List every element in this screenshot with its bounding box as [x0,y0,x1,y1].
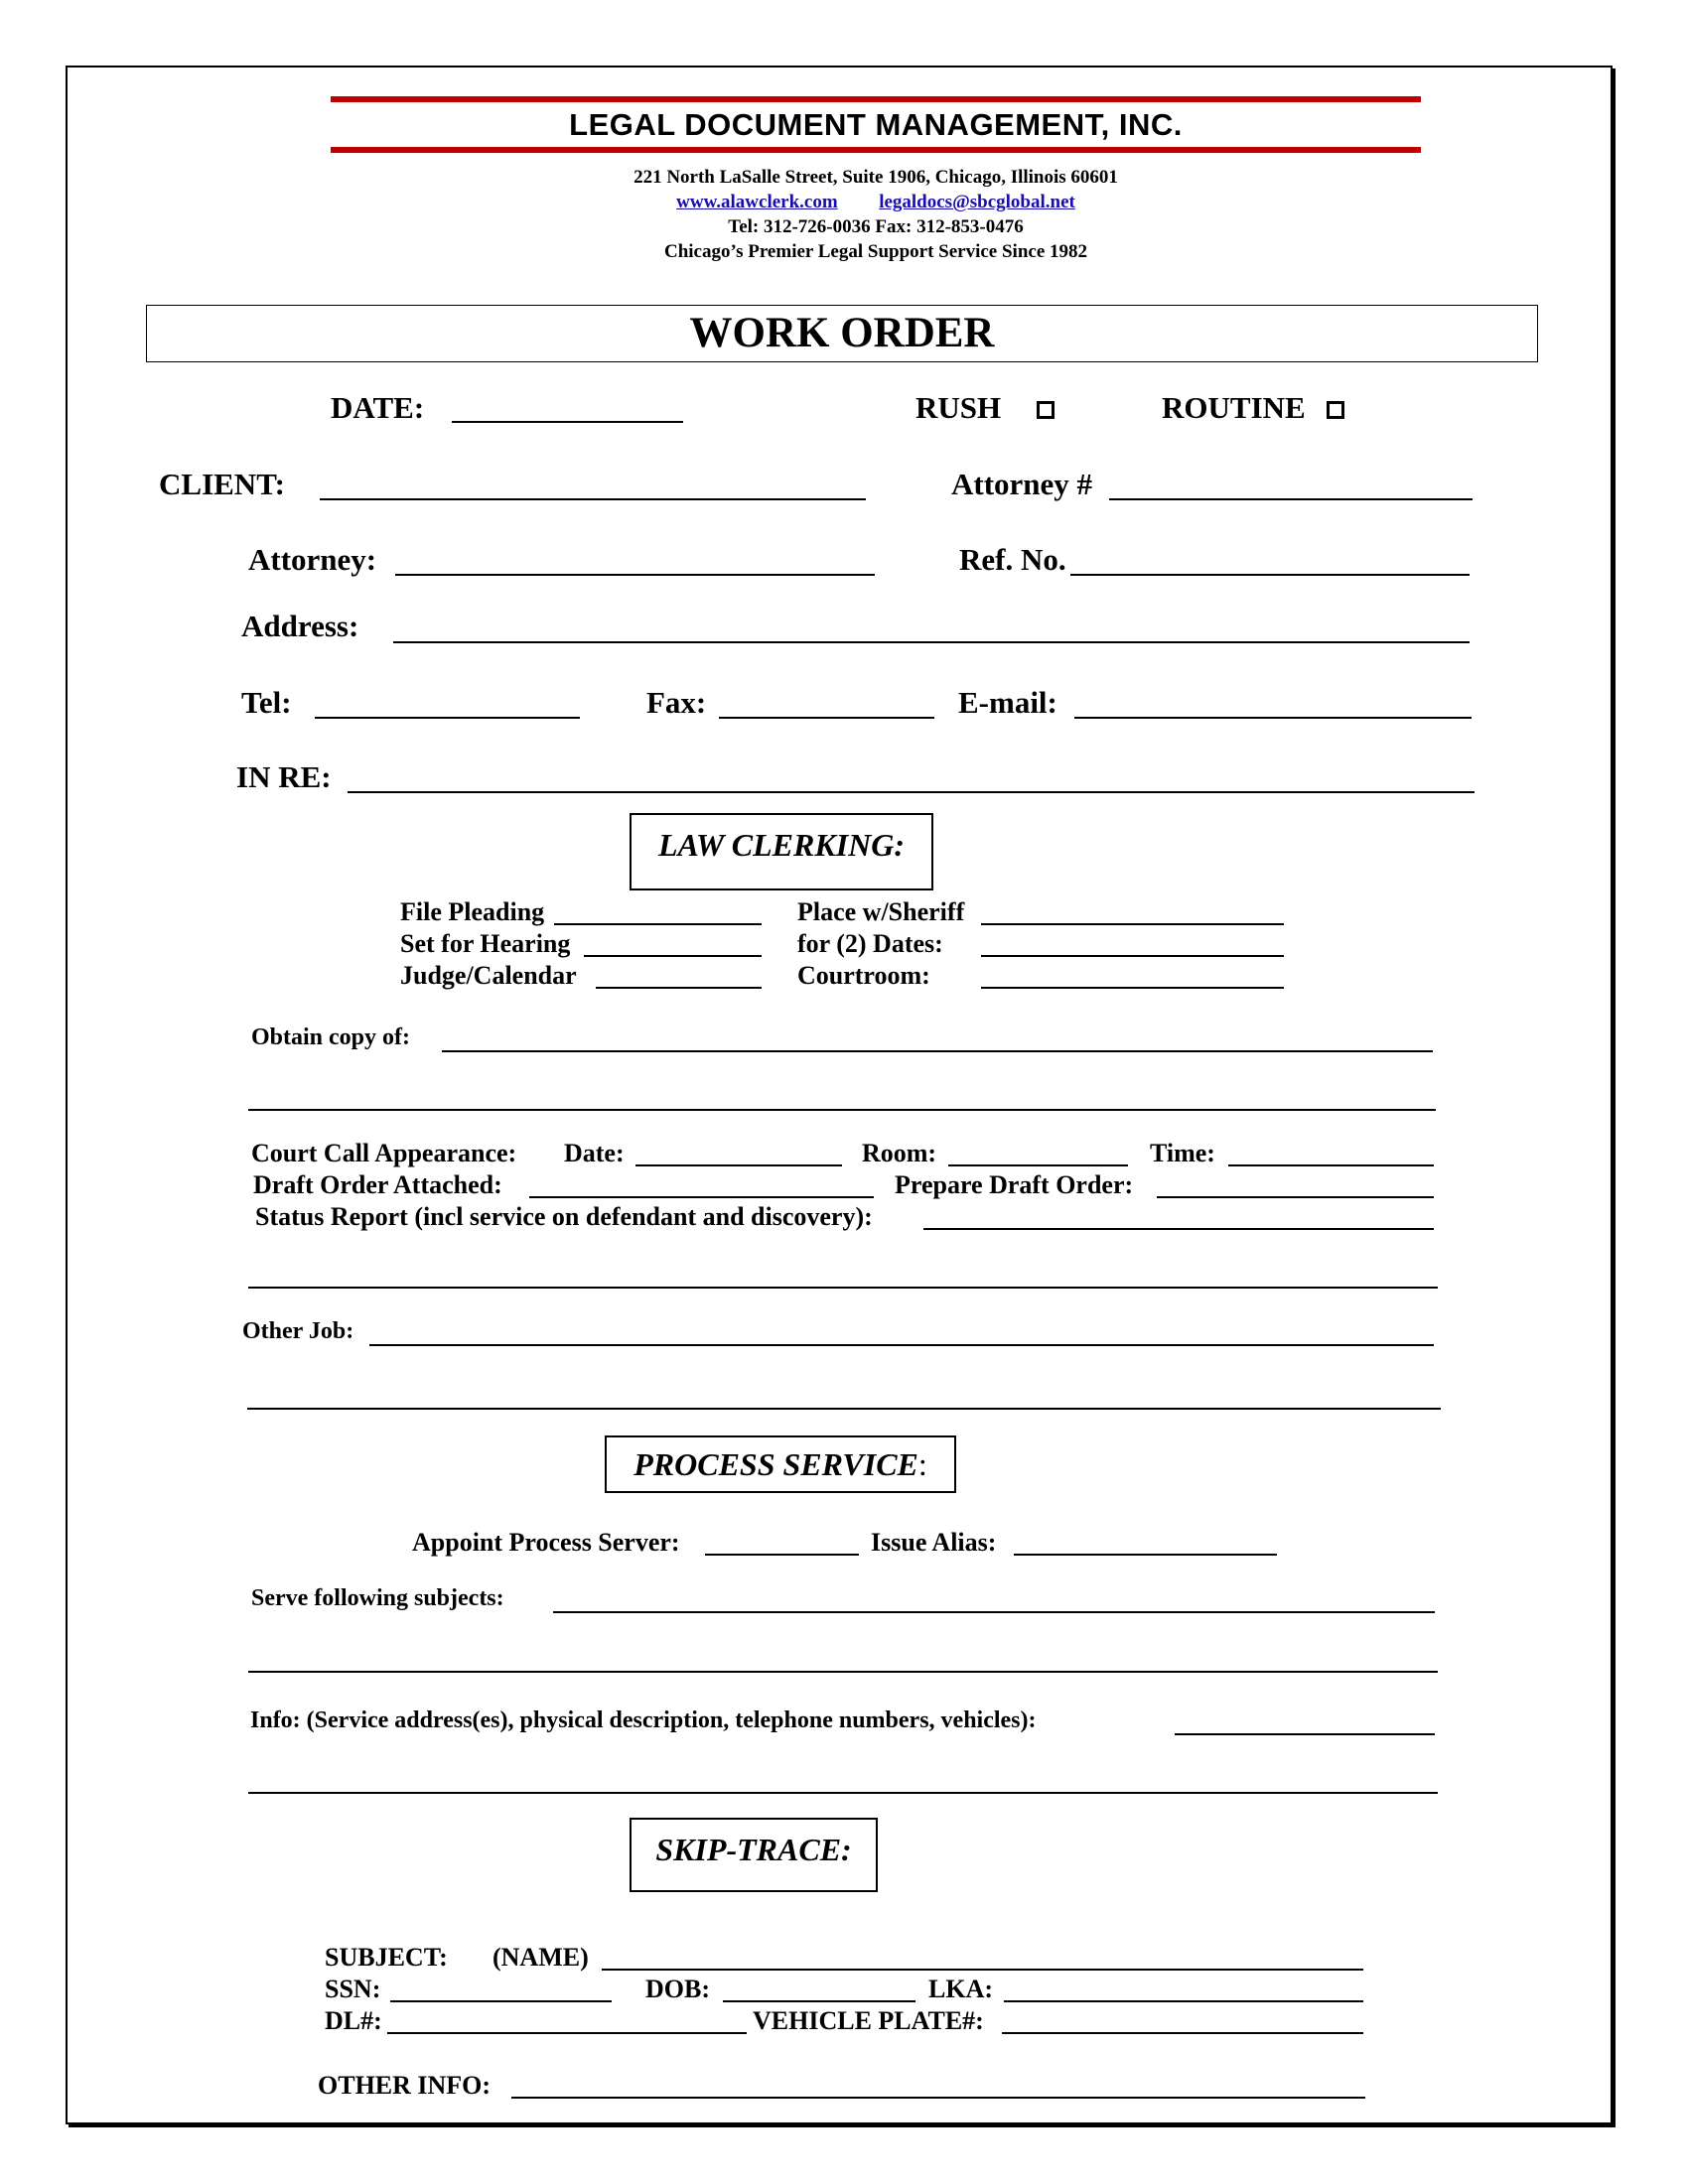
room-label: Room: [862,1139,937,1167]
process-service-title: PROCESS SERVICE [633,1446,918,1482]
page-border [66,66,1613,2124]
court-call-label: Court Call Appearance: [251,1139,517,1167]
set-hearing-field[interactable] [584,955,762,957]
room-field[interactable] [948,1164,1128,1166]
tel-label: Tel: [241,685,292,720]
other-job-field-2[interactable] [247,1408,1441,1410]
date-label: DATE: [331,390,425,425]
time-field[interactable] [1228,1164,1434,1166]
date-field[interactable] [452,421,683,423]
set-hearing-label: Set for Hearing [400,929,571,958]
client-label: CLIENT: [159,467,285,501]
in-re-label: IN RE: [236,759,332,794]
law-clerking-heading: LAW CLERKING: [630,813,933,890]
info-field-2[interactable] [248,1792,1438,1794]
prepare-draft-field[interactable] [1157,1196,1434,1198]
address-label: Address: [241,609,359,643]
attorney-field[interactable] [395,574,875,576]
for-dates-label: for (2) Dates: [797,929,943,958]
appoint-server-label: Appoint Process Server: [412,1528,680,1557]
name-label: (NAME) [492,1943,589,1972]
court-date-field[interactable] [635,1164,842,1166]
serve-subjects-field-2[interactable] [248,1671,1438,1673]
serve-subjects-label: Serve following subjects: [251,1585,504,1611]
routine-checkbox[interactable] [1327,401,1344,419]
info-label: Info: (Service address(es), physical description, telephone numbers, vehicles): [250,1707,1037,1733]
email-label: E-mail: [958,685,1057,720]
status-report-field[interactable] [923,1228,1434,1230]
dob-label: DOB: [645,1975,710,2003]
other-info-field[interactable] [511,2097,1365,2099]
info-field[interactable] [1175,1733,1435,1735]
status-report-label: Status Report (incl service on defendant and discovery): [255,1202,873,1231]
other-job-label: Other Job: [242,1318,354,1344]
other-info-label: OTHER INFO: [318,2071,492,2100]
email-field[interactable] [1074,717,1472,719]
court-date-label: Date: [564,1139,625,1167]
skip-trace-heading: SKIP-TRACE: [630,1818,878,1892]
subject-label: SUBJECT: [325,1943,448,1972]
work-order-title: WORK ORDER [146,305,1538,362]
draft-attached-label: Draft Order Attached: [253,1170,502,1199]
prepare-draft-label: Prepare Draft Order: [895,1170,1134,1199]
issue-alias-field[interactable] [1014,1554,1277,1556]
dob-field[interactable] [723,2000,915,2002]
status-report-field-2[interactable] [248,1287,1438,1289]
process-service-heading [605,1435,956,1493]
company-address: 221 North LaSalle Street, Suite 1906, Chicago, Illinois 60601 [633,167,1118,188]
obtain-copy-field-2[interactable] [248,1109,1436,1111]
routine-label: ROUTINE [1162,390,1306,425]
ref-no-field[interactable] [1070,574,1470,576]
company-name: LEGAL DOCUMENT MANAGEMENT, INC. [569,107,1183,142]
in-re-field[interactable] [348,791,1475,793]
for-dates-field[interactable] [981,955,1284,957]
file-pleading-label: File Pleading [400,897,545,926]
judge-calendar-label: Judge/Calendar [400,961,577,990]
ref-no-label: Ref. No. [959,542,1066,577]
dl-field[interactable] [387,2032,747,2034]
vehicle-plate-label: VEHICLE PLATE#: [753,2006,984,2035]
obtain-copy-field[interactable] [442,1050,1433,1052]
process-service-title-suffix: : [917,1446,927,1482]
vehicle-plate-field[interactable] [1002,2032,1363,2034]
attorney-number-field[interactable] [1109,498,1473,500]
tel-field[interactable] [315,717,580,719]
lka-field[interactable] [1004,2000,1363,2002]
ssn-field[interactable] [390,2000,612,2002]
contact-links [331,192,1421,213]
fax-field[interactable] [719,717,934,719]
place-sheriff-field[interactable] [981,923,1284,925]
email-link[interactable]: legaldocs@sbcglobal.net [879,192,1075,212]
attorney-label: Attorney: [248,542,377,577]
attorney-number-label: Attorney # [951,467,1093,501]
website-link[interactable]: www.alawclerk.com [676,192,838,212]
file-pleading-field[interactable] [554,923,762,925]
time-label: Time: [1150,1139,1215,1167]
address-field[interactable] [393,641,1470,643]
phone-fax: Tel: 312-726-0036 Fax: 312-853-0476 [728,216,1024,237]
ssn-label: SSN: [325,1975,381,2003]
rush-checkbox[interactable] [1037,401,1055,419]
courtroom-label: Courtroom: [797,961,930,990]
rush-label: RUSH [915,390,1002,425]
obtain-copy-label: Obtain copy of: [251,1024,411,1050]
header-rule-bottom [331,147,1421,153]
courtroom-field[interactable] [981,987,1284,989]
judge-calendar-field[interactable] [596,987,762,989]
tagline: Chicago’s Premier Legal Support Service Since 1982 [663,241,1088,262]
dl-label: DL#: [325,2006,382,2035]
place-sheriff-label: Place w/Sheriff [797,897,965,926]
issue-alias-label: Issue Alias: [871,1528,997,1557]
lka-label: LKA: [928,1975,993,2003]
serve-subjects-field[interactable] [553,1611,1435,1613]
header-rule-top [331,96,1421,102]
other-job-field[interactable] [369,1344,1434,1346]
client-field[interactable] [320,498,866,500]
appoint-server-field[interactable] [705,1554,859,1556]
draft-attached-field[interactable] [529,1196,874,1198]
fax-label: Fax: [646,685,707,720]
subject-name-field[interactable] [602,1969,1363,1971]
